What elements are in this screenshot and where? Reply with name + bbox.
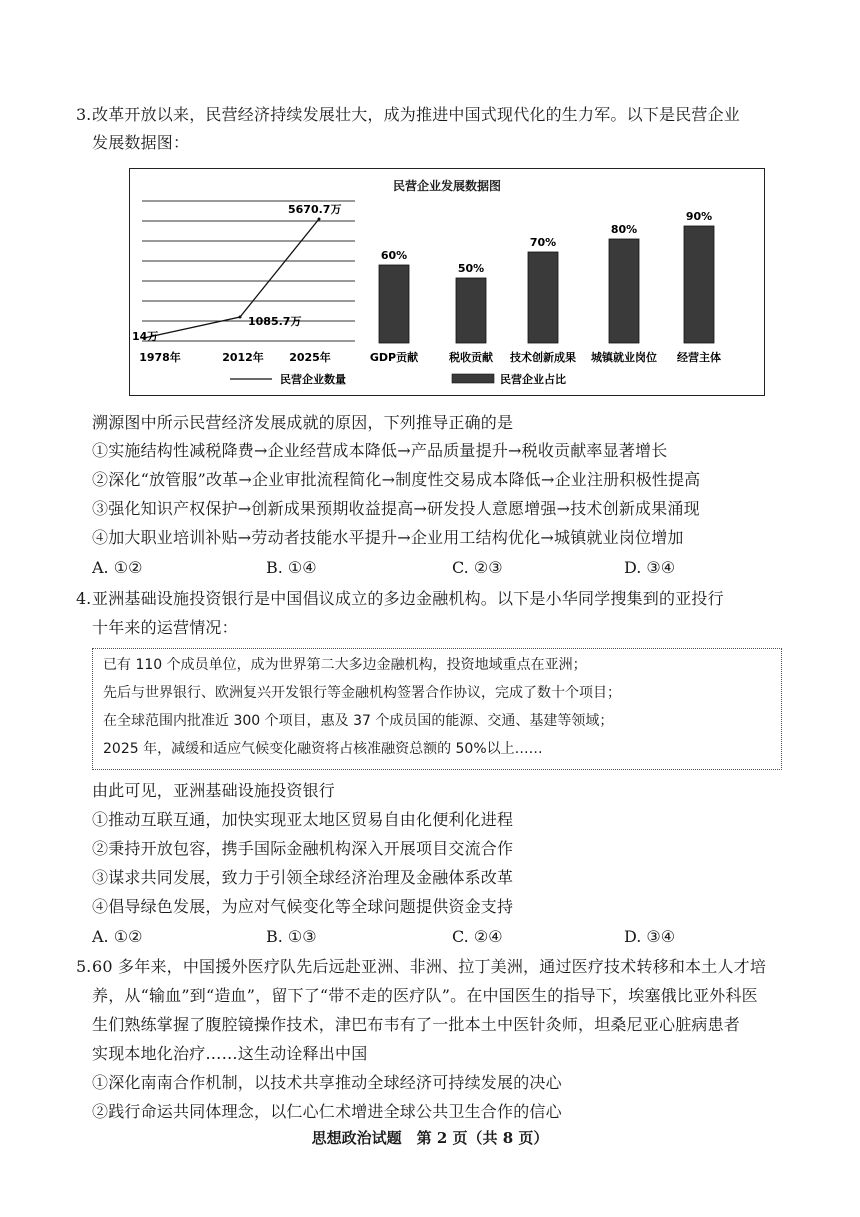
bar-category-label-3: 技术创新成果 <box>510 351 576 364</box>
bar-1 <box>379 265 409 343</box>
question-3-item-1: ①实施结构性减税降费→企业经营成本降低→产品质量提升→税收贡献率显著增长 <box>92 441 668 460</box>
question-5-stem-line-4: 实现本地化治疗……这生动诠释出中国 <box>92 1044 368 1063</box>
bar-value-label-3: 70% <box>529 236 557 249</box>
bar-value-label-4: 80% <box>610 223 638 236</box>
chart-svg <box>130 169 764 395</box>
legend-bar-label: 民营企业占比 <box>500 373 566 386</box>
page-footer: 思想政治试题 第 2 页（共 8 页） <box>311 1129 549 1147</box>
line-label-1: 14万 <box>132 330 159 343</box>
question-4-prompt: 由此可见，亚洲基础设施投资银行 <box>92 781 336 800</box>
line-x-tick-2: 2012年 <box>222 351 264 364</box>
bar-category-label-4: 城镇就业岗位 <box>591 351 657 364</box>
question-3-stem-line-1: 改革开放以来，民营经济持续发展壮大，成为推进中国式现代化的生力军。以下是民营企业 <box>92 105 741 124</box>
question-5-item-2: ②践行命运共同体理念，以仁心仁术增进全球公共卫生合作的信心 <box>92 1102 562 1121</box>
question-4-item-4: ④倡导绿色发展，为应对气候变化等全球问题提供资金支持 <box>92 897 514 916</box>
question-3-item-4: ④加大职业培训补贴→劳动者技能水平提升→企业用工结构优化→城镇就业岗位增加 <box>92 528 684 547</box>
question-4-item-2: ②秉持开放包容，携手国际金融机构深入开展项目交流合作 <box>92 839 514 858</box>
question-3-item-2: ②深化“放管服”改革→企业审批流程简化→制度性交易成本降低→企业注册积极性提高 <box>92 470 701 489</box>
line-x-tick-3: 2025年 <box>289 351 331 364</box>
question-3-option-c: C. ②③ <box>452 558 503 577</box>
bar-category-label-2: 税收贡献 <box>449 351 493 364</box>
bar-value-label-2: 50% <box>457 262 485 275</box>
line-x-tick-1: 1978年 <box>139 351 181 364</box>
question-5-item-1: ①深化南南合作机制，以技术共享推动全球经济可持续发展的决心 <box>92 1073 562 1092</box>
legend-line-label: 民营企业数量 <box>280 373 346 386</box>
question-4-item-1: ①推动互联互通，加快实现亚太地区贸易自由化便利化进程 <box>92 810 514 829</box>
question-3-number: 3. <box>76 105 92 124</box>
question-5-stem-line-1: 60 多年来，中国援外医疗队先后远赴亚洲、非洲、拉丁美洲，通过医疗技术转移和本土人才培 <box>92 957 767 976</box>
bar-value-label-1: 60% <box>380 249 408 262</box>
bar-category-label-1: GDP贡献 <box>369 351 419 364</box>
legend-bar-swatch <box>452 374 494 383</box>
question-3-item-3: ③强化知识产权保护→创新成果预期收益提高→研发投人意愿增强→技术创新成果涌现 <box>92 499 700 518</box>
bar-4 <box>609 239 639 343</box>
question-5-stem-line-3: 生们熟练掌握了腹腔镜操作技术，津巴布韦有了一批本土中医针灸师，坦桑尼亚心脏病患者 <box>92 1015 741 1034</box>
line-label-2: 1085.7万 <box>248 315 302 328</box>
question-4-number: 4. <box>76 589 92 608</box>
aiib-info-line-3: 在全球范围内批准近 300 个项目，惠及 37 个成员国的能源、交通、基建等领域； <box>103 713 614 729</box>
question-3-prompt: 溯源图中所示民营经济发展成就的原因，下列推导正确的是 <box>92 413 514 432</box>
question-3-option-b: B. ①④ <box>266 558 317 577</box>
line-point-2 <box>239 316 242 319</box>
question-4-option-a: A. ①② <box>92 927 143 946</box>
question-4-option-c: C. ②④ <box>452 927 503 946</box>
question-5-stem-line-2: 养，从“输血”到“造血”，留下了“带不走的医疗队”。在中国医生的指导下，埃塞俄比亚外科医 <box>92 986 758 1005</box>
question-3-stem-line-2: 发展数据图： <box>92 133 190 152</box>
line-label-3: 5670.7万 <box>288 203 342 216</box>
question-4-option-d: D. ③④ <box>624 927 676 946</box>
question-3-option-a: A. ①② <box>92 558 143 577</box>
aiib-info-line-2: 先后与世界银行、欧洲复兴开发银行等金融机构签署合作协议，完成了数十个项目； <box>103 685 621 701</box>
bar-category-label-5: 经营主体 <box>677 351 721 364</box>
bar-5 <box>684 226 714 343</box>
question-4-option-b: B. ①③ <box>266 927 317 946</box>
chart-title: 民营企业发展数据图 <box>392 179 501 193</box>
aiib-info-box <box>92 648 782 770</box>
line-point-3 <box>318 218 321 221</box>
question-4-item-3: ③谋求共同发展，致力于引领全球经济治理及金融体系改革 <box>92 868 514 887</box>
question-3-option-d: D. ③④ <box>624 558 676 577</box>
bar-value-label-5: 90% <box>685 210 713 223</box>
aiib-info-line-4: 2025 年，减缓和适应气候变化融资将占核准融资总额的 50%以上…… <box>103 741 543 757</box>
question-5-number: 5. <box>76 957 92 976</box>
bar-2 <box>456 278 486 343</box>
question-4-stem-line-2: 十年来的运营情况： <box>92 618 238 637</box>
enterprise-development-chart <box>129 168 765 396</box>
bar-3 <box>528 252 558 343</box>
aiib-info-line-1: 已有 110 个成员单位，成为世界第二大多边金融机构，投资地域重点在亚洲； <box>103 657 587 673</box>
question-4-stem-line-1: 亚洲基础设施投资银行是中国倡议成立的多边金融机构。以下是小华同学搜集到的亚投行 <box>92 589 724 608</box>
